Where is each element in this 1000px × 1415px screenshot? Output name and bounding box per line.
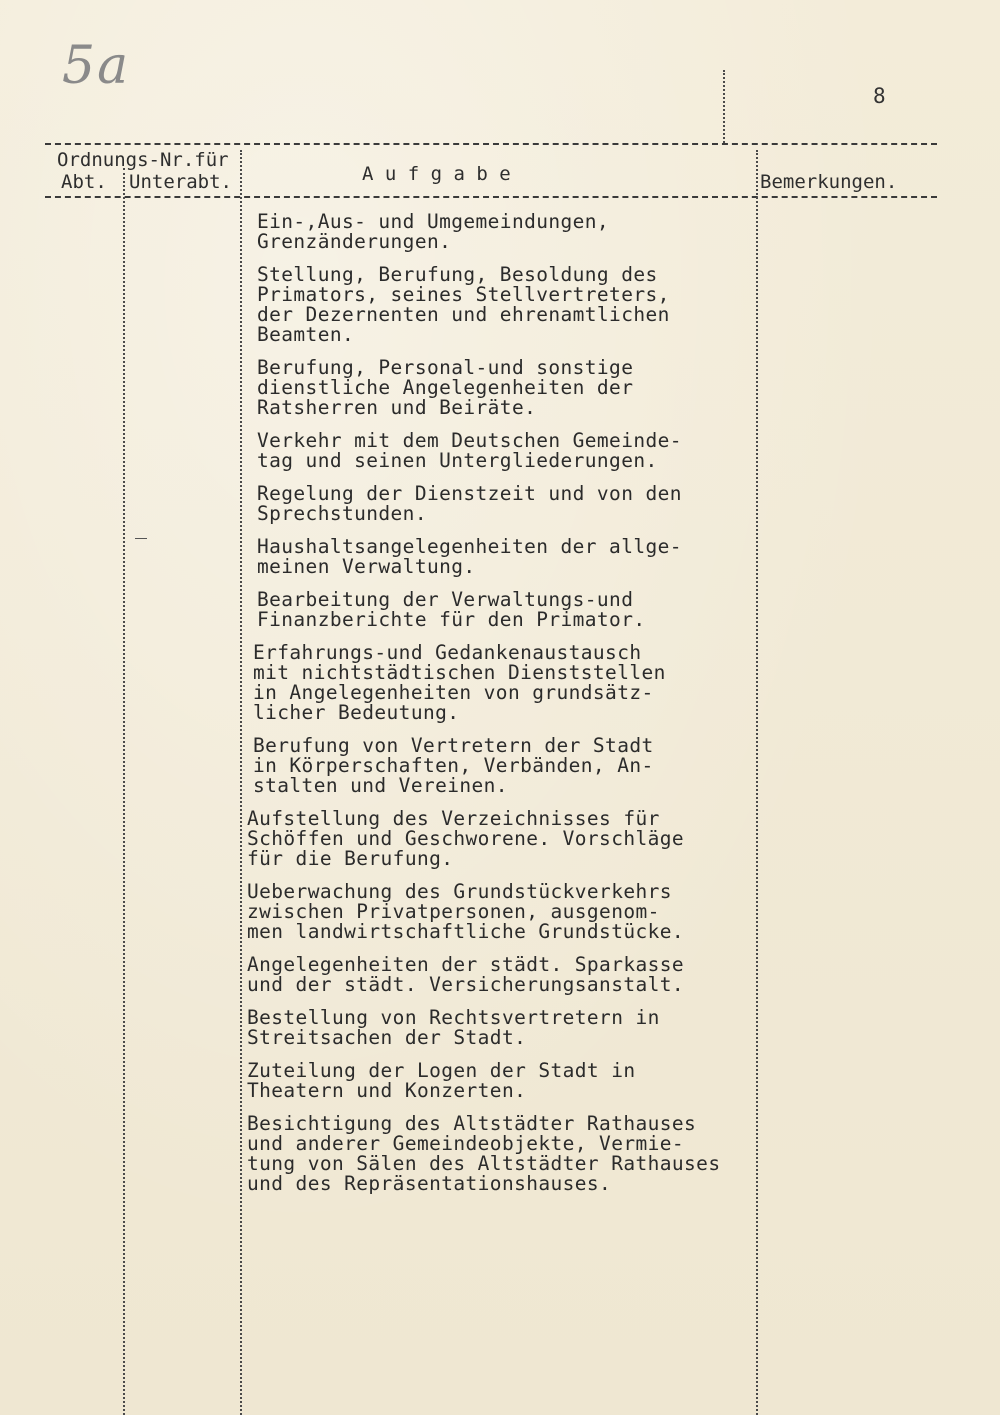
page-number: 8 — [873, 84, 886, 108]
task-item: Zuteilung der Logen der Stadt in Theatern und Konzerten. — [247, 1059, 636, 1102]
task-item: Berufung von Vertretern der Stadt in Körperschaften, Verbänden, An- stalten und Vereinen. — [253, 734, 654, 797]
task-item: Aufstellung des Verzeichnisses für Schöffen und Geschworene. Vorschläge für die Berufung. — [247, 807, 685, 870]
margin-tick — [135, 538, 147, 539]
header-aufgabe-label: A u f g a b e — [362, 163, 511, 185]
task-item: Berufung, Personal-und sonstige dienstliche Angelegenheiten der Ratsherren und Beiräte. — [257, 356, 634, 419]
table-top-rule — [45, 143, 937, 145]
column-divider-unterabt — [240, 150, 242, 1415]
task-item: Erfahrungs-und Gedankenaustausch mit nichtstädtischen Dienststellen in Angelegenheiten von grundsätz- licher Bedeutung. — [253, 641, 666, 724]
task-item: Bestellung von Rechtsvertretern in Streitsachen der Stadt. — [247, 1006, 660, 1049]
column-divider-abt — [123, 168, 125, 1415]
task-item: Ein-,Aus- und Umgemeindungen, Grenzänderungen. — [257, 210, 610, 253]
upper-column-guide — [723, 70, 725, 143]
header-ordnung-label: Ordnungs-Nr.für — [57, 149, 229, 171]
task-item: Haushaltsangelegenheiten der allge- meinen Verwaltung. — [257, 535, 682, 578]
column-divider-aufgabe — [756, 150, 758, 1415]
task-item: Stellung, Berufung, Besoldung des Primators, seines Stellvertreters, der Dezernenten und ehrenamtlichen Beamten. — [257, 263, 670, 346]
task-item: Angelegenheiten der städt. Sparkasse und der städt. Versicherungsanstalt. — [247, 953, 685, 996]
header-bottom-rule — [45, 196, 937, 198]
task-item: Regelung der Dienstzeit und von den Sprechstunden. — [257, 482, 682, 525]
header-bemerkungen-label: Bemerkungen. — [760, 171, 898, 193]
header-abt-label: Abt. — [61, 171, 107, 193]
task-item: Besichtigung des Altstädter Rathauses und anderer Gemeindeobjekte, Vermie- tung von Sälen des Altstädter Rathauses und des Repräsentationshauses. — [247, 1112, 721, 1195]
task-item: Verkehr mit dem Deutschen Gemeinde- tag und seinen Untergliederungen. — [257, 429, 682, 472]
header-unterabt-label: Unterabt. — [129, 171, 232, 193]
handwritten-page-mark: 5a — [62, 36, 131, 96]
task-list — [243, 212, 753, 1207]
task-item: Bearbeitung der Verwaltungs-und Finanzberichte für den Primator. — [257, 588, 646, 631]
task-item: Ueberwachung des Grundstückverkehrs zwischen Privatpersonen, ausgenom- men landwirtschaftliche Grundstücke. — [247, 880, 685, 943]
